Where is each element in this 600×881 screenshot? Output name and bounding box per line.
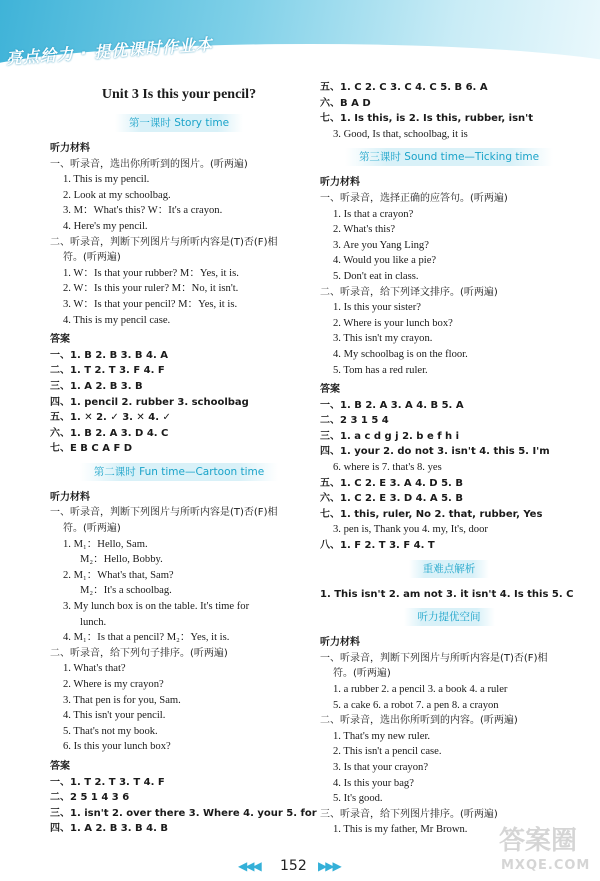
section-heading-label: 听力提优空间 xyxy=(404,608,495,626)
list-item: 5. Don't eat in class. xyxy=(333,270,419,282)
question-instruction-cont: 符。(听两遍) xyxy=(63,523,121,535)
list-item: 1. Is this your sister? xyxy=(333,302,421,314)
list-item: 1. This is my pencil. xyxy=(63,174,150,186)
question-instruction: 一、听录音，选择正确的应答句。(听两遍) xyxy=(320,192,508,204)
subheading: 答案 xyxy=(50,334,70,346)
brand-title: 亮点给力 · 提优课时作业本 xyxy=(5,34,214,68)
watermark-url: MXQE.COM xyxy=(501,858,591,873)
answer-line: 五、1. C 2. E 3. A 4. D 5. B xyxy=(320,477,463,489)
section-heading xyxy=(50,463,308,482)
question-instruction: 二、听录音，给下列译文排序。(听两遍) xyxy=(320,286,498,298)
list-item: 3. W：Is that your pencil? M：Yes, it is. xyxy=(63,298,238,310)
list-item: 5. Tom has a red ruler. xyxy=(333,364,428,376)
list-item: 1. M₁：Hello, Sam. xyxy=(63,538,148,550)
section-heading xyxy=(320,560,578,579)
list-item: 3. pen is, Thank you 4. my, It's, door xyxy=(333,524,488,536)
list-item: 1. W：Is that your rubber? M：Yes, it is. xyxy=(63,267,239,279)
answer-line: 六、B A D xyxy=(320,97,371,109)
watermark-logo xyxy=(497,820,597,878)
list-item: 3. That pen is for you, Sam. xyxy=(63,694,181,706)
question-instruction: 二、听录音，判断下列图片与所听内容是(T)否(F)相 xyxy=(50,236,278,248)
answer-line: 一、1. T 2. T 3. T 4. F xyxy=(50,776,165,788)
list-item: 4. M₁：Is that a pencil? M₂：Yes, it is. xyxy=(63,632,230,644)
list-item: 2. Look at my schoolbag. xyxy=(63,189,171,201)
subheading: 听力材料 xyxy=(320,637,360,649)
list-item: 2. M₁：What's that, Sam? xyxy=(63,569,174,581)
page-number: 152 xyxy=(280,858,307,874)
watermark-text: 答案圈 xyxy=(499,826,578,856)
answer-line: 一、1. B 2. A 3. A 4. B 5. A xyxy=(320,399,464,411)
list-item: 3. This isn't my crayon. xyxy=(333,333,433,345)
question-instruction: 二、听录音，给下列句子排序。(听两遍) xyxy=(50,647,228,659)
answer-line: 八、1. F 2. T 3. F 4. T xyxy=(320,540,435,552)
answer-line: 六、1. C 2. E 3. D 4. A 5. B xyxy=(320,493,463,505)
subheading: 听力材料 xyxy=(50,491,90,503)
section-heading xyxy=(320,608,578,627)
subheading: 听力材料 xyxy=(50,143,90,154)
answer-line: 二、2 5 1 4 3 6 xyxy=(50,792,130,804)
section-heading-label: 重难点解析 xyxy=(409,560,490,578)
answer-line: 四、1. A 2. B 3. B 4. B xyxy=(50,823,169,835)
prev-arrows-icon: ◀◀◀ xyxy=(238,859,260,873)
section-heading xyxy=(320,148,578,167)
answer-line: 1. This isn't 2. am not 3. it isn't 4. Is this 5. C xyxy=(320,588,574,600)
answer-line: 五、1. ✕ 2. ✓ 3. ✕ 4. ✓ xyxy=(50,412,171,424)
section-heading-label: 第二课时 Fun time—Cartoon time xyxy=(80,463,278,481)
list-item: 6. Is this your lunch box? xyxy=(63,741,171,753)
left-column xyxy=(50,80,317,837)
list-item-cont: M₂：Hello, Bobby. xyxy=(80,554,163,566)
list-item: 3. Is that your crayon? xyxy=(333,761,429,773)
answer-line: 七、E B C A F D xyxy=(50,443,133,455)
list-item: 5. It's good. xyxy=(333,793,383,805)
list-item: 2. W：Is this your ruler? M：No, it isn't. xyxy=(63,283,239,295)
answer-line: 七、1. this, ruler, No 2. that, rubber, Yes xyxy=(320,508,543,520)
list-item: 6. where is 7. that's 8. yes xyxy=(333,462,442,474)
answer-line: 一、1. B 2. B 3. B 4. A xyxy=(50,349,169,361)
section-heading-label: 第一课时 Story time xyxy=(115,114,243,132)
list-item: 2. This isn't a pencil case. xyxy=(333,746,442,758)
question-instruction: 一、听录音，判断下列图片与所听内容是(T)否(F)相 xyxy=(50,507,278,519)
list-item: 4. My schoolbag is on the floor. xyxy=(333,348,468,360)
list-item: 4. This is my pencil case. xyxy=(63,314,171,326)
section-heading-label: 第三课时 Sound time—Ticking time xyxy=(345,148,553,166)
list-item: 2. Where is your lunch box? xyxy=(333,317,453,329)
list-item: 3. M：What's this? W：It's a crayon. xyxy=(63,205,223,217)
list-item: 3. Good, Is that, schoolbag, it is xyxy=(333,128,468,140)
list-item: 2. Where is my crayon? xyxy=(63,679,164,690)
question-instruction: 一、听录音，判断下列图片与所听内容是(T)否(F)相 xyxy=(320,652,548,664)
list-item: 4. Would you like a pie? xyxy=(333,255,437,267)
list-item: 3. My lunch box is on the table. It's time for xyxy=(63,601,250,613)
question-instruction-cont: 符。(听两遍) xyxy=(63,252,121,264)
right-column xyxy=(320,80,578,838)
list-item-cont: M₂：It's a schoolbag. xyxy=(80,585,172,597)
subheading: 听力材料 xyxy=(320,177,360,189)
list-item: 1. That's my new ruler. xyxy=(333,730,431,742)
list-item: 2. What's this? xyxy=(333,224,396,236)
section-heading xyxy=(50,114,308,133)
list-item: 5. That's not my book. xyxy=(63,725,158,737)
list-item: 4. Here's my pencil. xyxy=(63,220,148,232)
list-item: 5. a cake 6. a robot 7. a pen 8. a crayon xyxy=(333,699,499,711)
answer-line: 三、1. A 2. B 3. B xyxy=(50,380,143,392)
question-instruction: 三、听录音，给下列图片排序。(听两遍) xyxy=(320,808,498,820)
list-item: 3. Are you Yang Ling? xyxy=(333,239,429,251)
list-item: 4. Is this your bag? xyxy=(333,777,414,789)
answer-line: 七、1. Is this, is 2. Is this, rubber, isn't xyxy=(320,113,533,125)
answer-line: 二、2 3 1 5 4 xyxy=(320,415,389,427)
answer-line: 二、1. T 2. T 3. F 4. F xyxy=(50,365,165,377)
header-banner xyxy=(0,0,600,78)
answer-line: 四、1. pencil 2. rubber 3. schoolbag xyxy=(50,396,249,408)
question-instruction: 二、听录音，选出你所听到的内容。(听两遍) xyxy=(320,715,518,727)
answer-line: 六、1. B 2. A 3. D 4. C xyxy=(50,427,169,439)
next-arrows-icon: ▶▶▶ xyxy=(318,859,340,873)
list-item: 1. Is that a crayon? xyxy=(333,208,414,220)
question-instruction-cont: 符。(听两遍) xyxy=(333,668,391,680)
answer-line: 三、1. isn't 2. over there 3. Where 4. your 5. for xyxy=(50,807,317,819)
answer-line: 五、1. C 2. C 3. C 4. C 5. B 6. A xyxy=(320,82,488,93)
list-item: 1. a rubber 2. a pencil 3. a book 4. a ruler xyxy=(333,684,508,695)
answer-line: 四、1. your 2. do not 3. isn't 4. this 5. I'm xyxy=(320,446,550,458)
list-item: 4. This isn't your pencil. xyxy=(63,710,166,722)
list-item: 1. This is my father, Mr Brown. xyxy=(333,824,468,836)
list-item-cont: lunch. xyxy=(80,616,107,628)
subheading: 答案 xyxy=(320,384,340,396)
list-item: 1. What's that? xyxy=(63,663,126,675)
question-instruction: 一、听录音，选出你所听到的图片。(听两遍) xyxy=(50,158,248,170)
subheading: 答案 xyxy=(50,760,70,772)
unit-title: Unit 3 Is this your pencil? xyxy=(101,87,257,102)
answer-line: 三、1. a c d g j 2. b e f h i xyxy=(320,430,460,442)
